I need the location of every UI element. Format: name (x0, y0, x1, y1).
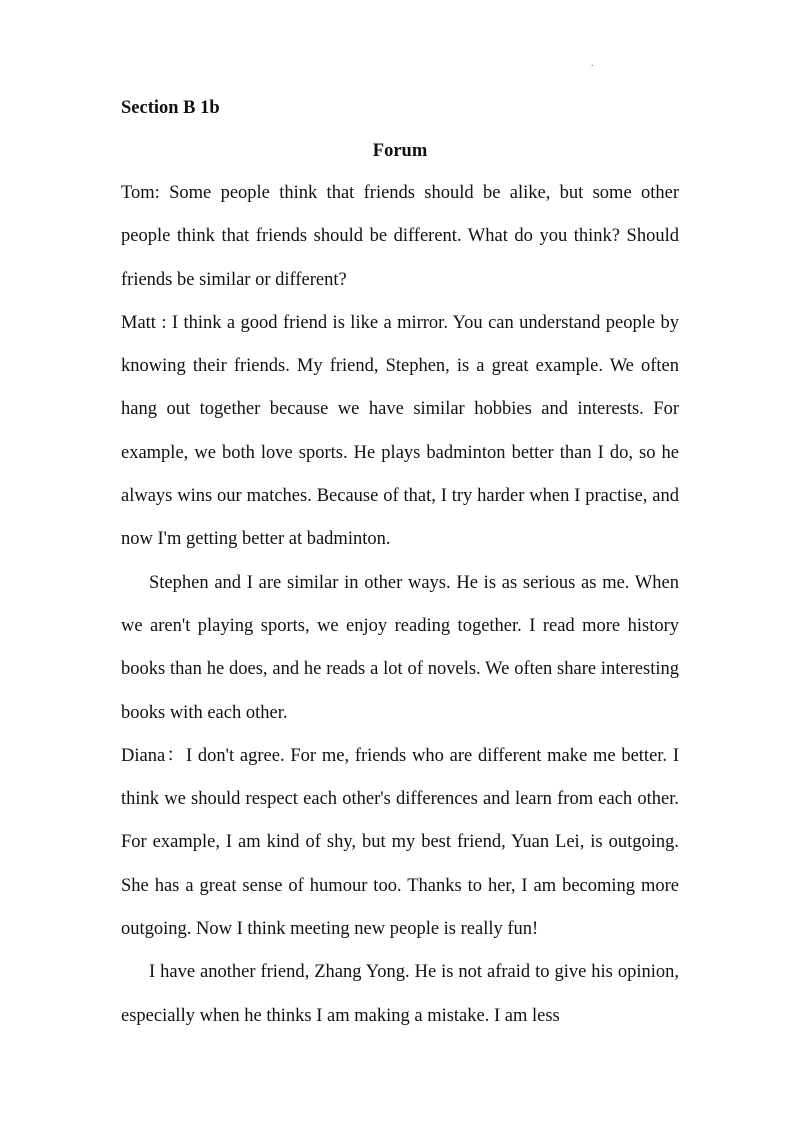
section-title: Section B 1b (121, 98, 220, 118)
paragraph-text: Stephen and I are similar in other ways. He is as serious as me. When we aren't playing sports, we enjoy reading together. I read more history books than he does, and he reads a lot of novels. We often share interesting books with each other. (121, 572, 679, 723)
diana-paragraph-continued (121, 951, 679, 1038)
tom-paragraph (121, 172, 679, 302)
paragraph-text: I don't agree. For me, friends who are different make me better. I think we should respect each other's differences and learn from each other. For example, I am kind of shy, but my best friend, Yuan Lei, is outgoing. She has a great sense of humour too. Thanks to her, I am becoming more outgoing. Now I think meeting new people is really fun! (121, 745, 679, 940)
forum-body (121, 172, 679, 1038)
diana-paragraph (121, 735, 679, 951)
speaker-label: Matt : (121, 312, 167, 333)
speaker-label: Diana： (121, 745, 186, 766)
paragraph-text: Some people think that friends should be alike, but some other people think that friends should be different. What do you think? Should friends be similar or different? (121, 183, 679, 290)
matt-paragraph (121, 302, 679, 562)
corner-mark: . (591, 58, 594, 69)
speaker-label: Tom: (121, 183, 160, 203)
paragraph-text: I have another friend, Zhang Yong. He is not afraid to give his opinion, especially when he thinks I am making a mistake. I am less (121, 962, 679, 1026)
matt-paragraph-continued (121, 562, 679, 735)
forum-title: Forum (372, 141, 428, 161)
paragraph-text: I think a good friend is like a mirror. You can understand people by knowing their friends. My friend, Stephen, is a great example. We often hang out together because we have similar hobbies and interests. For example, we both love sports. He plays badminton better than I do, so he always wins our matches. Because of that, I try harder when I practise, and now I'm getting better at badminton. (121, 312, 679, 550)
